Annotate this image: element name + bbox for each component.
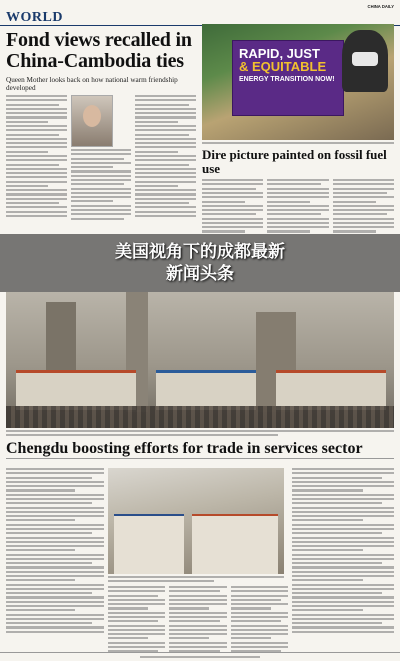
chengdu-expo-photo bbox=[6, 292, 394, 428]
portrait-photo bbox=[71, 95, 113, 147]
story-chengdu-body-continued bbox=[6, 586, 394, 655]
headline-line-1: Fond views recalled in bbox=[6, 29, 192, 51]
paper-name: CHINA DAILY bbox=[367, 3, 394, 9]
protest-photo-caption bbox=[202, 142, 394, 144]
overlay-banner[interactable] bbox=[0, 234, 400, 292]
story-fossil-fuel-body bbox=[202, 179, 394, 235]
body-column-2 bbox=[108, 586, 288, 655]
divider bbox=[6, 458, 394, 459]
page-footer bbox=[0, 652, 400, 661]
trade-fair-photo-caption bbox=[108, 576, 284, 585]
story-cambodia bbox=[6, 30, 196, 222]
protest-photo bbox=[202, 24, 394, 140]
story-cambodia-body bbox=[6, 95, 196, 222]
section-title: WORLD bbox=[6, 10, 63, 25]
story-cambodia-headline[interactable] bbox=[6, 30, 196, 72]
headline-line-2: China-Cambodia ties bbox=[6, 50, 184, 72]
protest-sign bbox=[232, 40, 344, 116]
masked-protester bbox=[342, 30, 388, 92]
masthead-bar bbox=[0, 0, 400, 10]
story-cambodia-subhead: Queen Mother looks back on how national warm friendship developed bbox=[6, 76, 178, 92]
body-column-3 bbox=[135, 95, 196, 222]
sign-line-3: ENERGY TRANSITION NOW! bbox=[239, 76, 335, 83]
story-chengdu-headline[interactable]: Chengdu boosting efforts for trade in services sector bbox=[6, 440, 363, 457]
sign-line-1: RAPID, JUST bbox=[239, 46, 320, 61]
body-column-2 bbox=[71, 95, 132, 222]
sign-line-2: & EQUITABLE bbox=[239, 59, 327, 74]
overlay-line-2: 新闻头条 bbox=[166, 264, 234, 284]
trade-fair-photo bbox=[108, 468, 284, 574]
overlay-line-1: 美国视角下的成都最新 bbox=[115, 242, 285, 262]
body-column-1 bbox=[6, 95, 67, 222]
story-fossil-fuel-headline[interactable]: Dire picture painted on fossil fuel use bbox=[202, 147, 387, 177]
chengdu-photo-caption bbox=[6, 430, 394, 439]
story-fossil-fuel bbox=[202, 24, 394, 235]
